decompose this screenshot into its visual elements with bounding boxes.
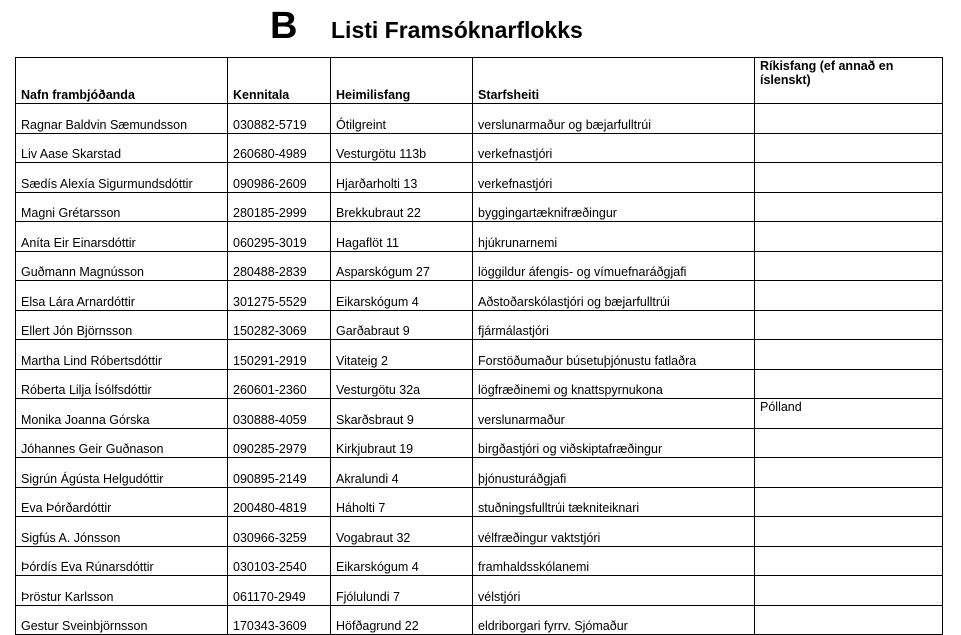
cell-name: Guðmann Magnússon [16, 251, 228, 281]
cell-id: 280185-2999 [228, 192, 331, 222]
cell-citizenship [755, 428, 943, 458]
cell-id: 030103-2540 [228, 546, 331, 576]
table-row [16, 399, 943, 429]
cell-address: Fjólulundi 7 [331, 576, 473, 606]
cell-citizenship [755, 340, 943, 370]
cell-name: Liv Aase Skarstad [16, 133, 228, 163]
cell-address: Asparskógum 27 [331, 251, 473, 281]
cell-name: Þórdís Eva Rúnarsdóttir [16, 546, 228, 576]
cell-address: Vesturgötu 32a [331, 369, 473, 399]
cell-address: Akralundi 4 [331, 458, 473, 488]
column-header-citizenship: Ríkisfang (ef annað en íslenskt) [755, 58, 943, 104]
cell-occupation: verkefnastjóri [473, 133, 755, 163]
cell-id: 060295-3019 [228, 222, 331, 252]
table-row [16, 458, 943, 488]
cell-address: Eikarskógum 4 [331, 281, 473, 311]
cell-occupation: birgðastjóri og viðskiptafræðingur [473, 428, 755, 458]
cell-citizenship [755, 310, 943, 340]
cell-name: Sædís Alexía Sigurmundsdóttir [16, 163, 228, 193]
cell-citizenship [755, 222, 943, 252]
cell-address: Hjarðarholti 13 [331, 163, 473, 193]
cell-name: Ellert Jón Björnsson [16, 310, 228, 340]
cell-occupation: vélstjóri [473, 576, 755, 606]
cell-citizenship [755, 576, 943, 606]
cell-occupation: framhaldsskólanemi [473, 546, 755, 576]
cell-id: 200480-4819 [228, 487, 331, 517]
cell-occupation: fjármálastjóri [473, 310, 755, 340]
cell-occupation: löggildur áfengis- og vímuefnaráðgjafi [473, 251, 755, 281]
table-row [16, 133, 943, 163]
cell-occupation: verslunarmaður og bæjarfulltrúi [473, 104, 755, 134]
cell-name: Magni Grétarsson [16, 192, 228, 222]
cell-id: 061170-2949 [228, 576, 331, 606]
cell-occupation: þjónusturáðgjafi [473, 458, 755, 488]
cell-address: Vitateig 2 [331, 340, 473, 370]
cell-address: Brekkubraut 22 [331, 192, 473, 222]
table-row [16, 104, 943, 134]
cell-address: Ótilgreint [331, 104, 473, 134]
cell-id: 090895-2149 [228, 458, 331, 488]
cell-address: Háholti 7 [331, 487, 473, 517]
table-row [16, 517, 943, 547]
column-header-name: Nafn frambjóðanda [16, 58, 228, 104]
cell-citizenship [755, 546, 943, 576]
table-body [16, 104, 943, 635]
cell-citizenship: Pólland [755, 399, 943, 429]
cell-occupation: hjúkrunarnemi [473, 222, 755, 252]
cell-address: Hagaflöt 11 [331, 222, 473, 252]
cell-name: Ragnar Baldvin Sæmundsson [16, 104, 228, 134]
cell-name: Sigrún Ágústa Helgudóttir [16, 458, 228, 488]
cell-citizenship [755, 192, 943, 222]
cell-id: 150291-2919 [228, 340, 331, 370]
cell-id: 030888-4059 [228, 399, 331, 429]
cell-occupation: eldriborgari fyrrv. Sjómaður [473, 605, 755, 635]
table-row [16, 163, 943, 193]
cell-id: 170343-3609 [228, 605, 331, 635]
list-letter: B [270, 5, 298, 47]
cell-occupation: verkefnastjóri [473, 163, 755, 193]
column-header-id: Kennitala [228, 58, 331, 104]
cell-occupation: vélfræðingur vaktstjóri [473, 517, 755, 547]
table-row [16, 546, 943, 576]
cell-occupation: Forstöðumaður búsetuþjónustu fatlaðra [473, 340, 755, 370]
cell-citizenship [755, 517, 943, 547]
cell-address: Vesturgötu 113b [331, 133, 473, 163]
table-row [16, 576, 943, 606]
list-title: Listi Framsóknarflokks [331, 17, 583, 43]
table-row [16, 222, 943, 252]
cell-name: Jóhannes Geir Guðnason [16, 428, 228, 458]
cell-id: 090986-2609 [228, 163, 331, 193]
cell-address: Skarðsbraut 9 [331, 399, 473, 429]
cell-name: Þröstur Karlsson [16, 576, 228, 606]
cell-id: 280488-2839 [228, 251, 331, 281]
cell-name: Aníta Eir Einarsdóttir [16, 222, 228, 252]
cell-name: Eva Þórðardóttir [16, 487, 228, 517]
cell-occupation: Aðstoðarskólastjóri og bæjarfulltrúi [473, 281, 755, 311]
cell-id: 301275-5529 [228, 281, 331, 311]
cell-name: Elsa Lára Arnardóttir [16, 281, 228, 311]
cell-citizenship [755, 487, 943, 517]
candidates-table [15, 57, 943, 635]
cell-citizenship [755, 133, 943, 163]
cell-id: 150282-3069 [228, 310, 331, 340]
table-row [16, 281, 943, 311]
cell-citizenship [755, 251, 943, 281]
table-row [16, 310, 943, 340]
cell-citizenship [755, 458, 943, 488]
cell-address: Eikarskógum 4 [331, 546, 473, 576]
cell-occupation: verslunarmaður [473, 399, 755, 429]
cell-address: Kirkjubraut 19 [331, 428, 473, 458]
table-row [16, 487, 943, 517]
cell-address: Höfðagrund 22 [331, 605, 473, 635]
cell-occupation: stuðningsfulltrúi tækniteiknari [473, 487, 755, 517]
table-row [16, 605, 943, 635]
table-row [16, 369, 943, 399]
cell-id: 090285-2979 [228, 428, 331, 458]
cell-name: Róberta Lilja Ísólfsdóttir [16, 369, 228, 399]
cell-occupation: lögfræðinemi og knattspyrnukona [473, 369, 755, 399]
cell-name: Martha Lind Róbertsdóttir [16, 340, 228, 370]
table-row [16, 251, 943, 281]
cell-id: 030966-3259 [228, 517, 331, 547]
cell-citizenship [755, 104, 943, 134]
column-header-address: Heimilisfang [331, 58, 473, 104]
cell-name: Sigfús A. Jónsson [16, 517, 228, 547]
cell-id: 260680-4989 [228, 133, 331, 163]
table-header-row [16, 58, 943, 104]
table-row [16, 192, 943, 222]
cell-name: Gestur Sveinbjörnsson [16, 605, 228, 635]
column-header-occupation: Starfsheiti [473, 58, 755, 104]
table-row [16, 340, 943, 370]
cell-address: Garðabraut 9 [331, 310, 473, 340]
cell-citizenship [755, 163, 943, 193]
list-header [0, 0, 961, 56]
cell-citizenship [755, 281, 943, 311]
cell-id: 030882-5719 [228, 104, 331, 134]
cell-occupation: byggingartæknifræðingur [473, 192, 755, 222]
cell-name: Monika Joanna Górska [16, 399, 228, 429]
table-row [16, 428, 943, 458]
cell-address: Vogabraut 32 [331, 517, 473, 547]
cell-citizenship [755, 369, 943, 399]
cell-citizenship [755, 605, 943, 635]
cell-id: 260601-2360 [228, 369, 331, 399]
